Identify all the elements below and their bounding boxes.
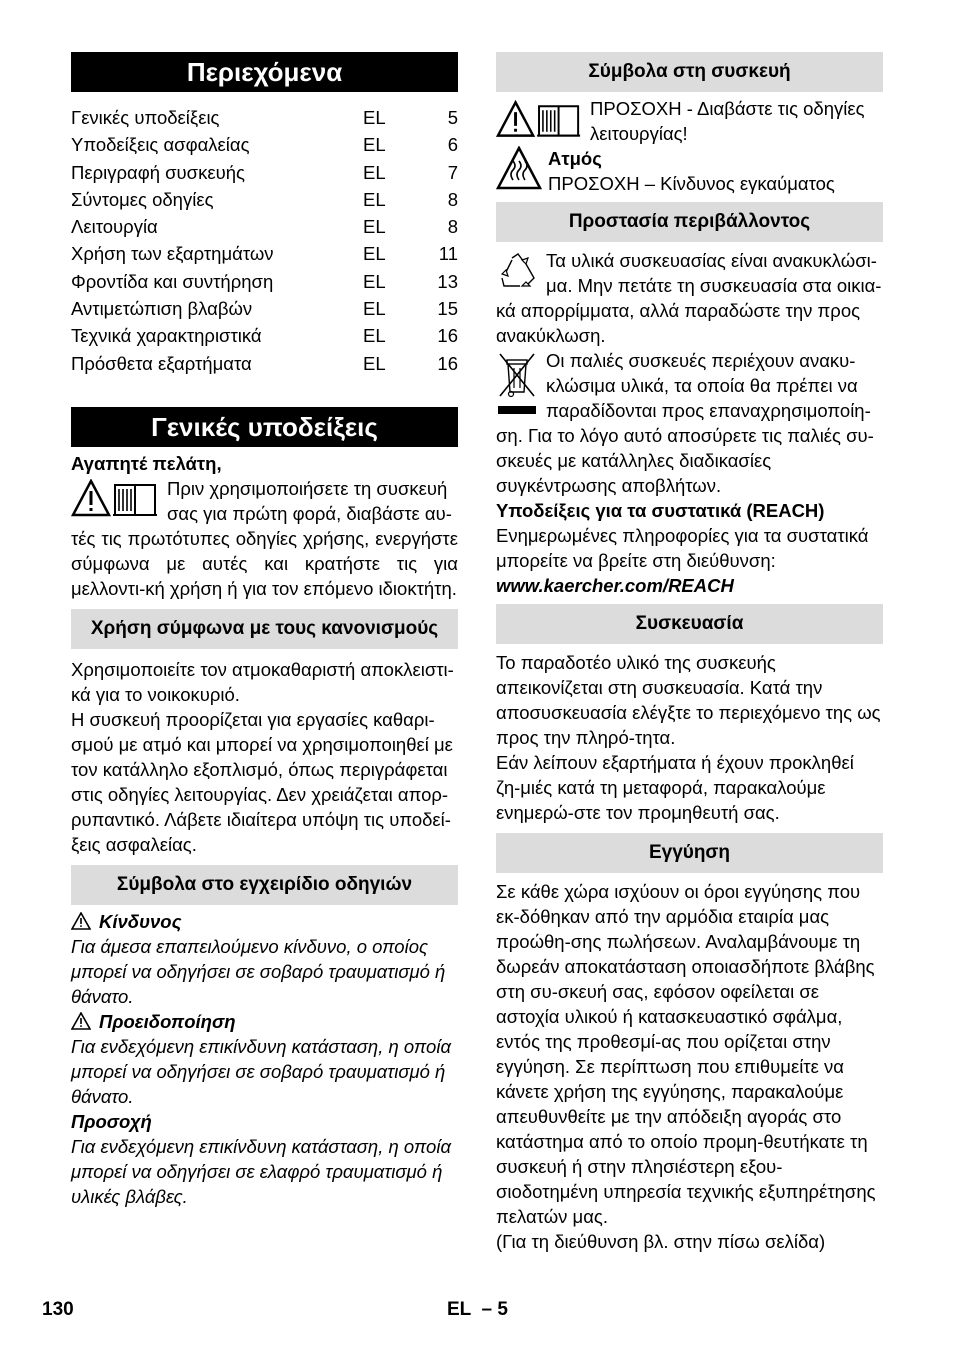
- warning-read-manual-icon: [71, 479, 161, 517]
- reach-link[interactable]: www.kaercher.com/REACH: [496, 575, 734, 596]
- recycling-note-rest: κά απορρίμματα, αλλά παραδώστε την προς ανακύκλωση.: [496, 300, 861, 346]
- old-devices-note: Οι παλιές συσκευές περιέχουν ανακυ- κλώσιμα υλικά, τα οποία θα πρέπει να παραδίδονται προς επαναχρησιμοποίη-: [496, 348, 883, 423]
- caution-text: Για ενδεχόμενη επικίνδυνη κατάσταση, η οποία μπορεί να οδηγήσει σε ελαφρό τραυματισμό ή υλικές βλάβες.: [71, 1135, 451, 1207]
- toc-row[interactable]: Τεχνικά χαρακτηριστικά EL 16: [71, 325, 458, 347]
- proper-use-heading: Χρήση σύμφωνα με τους κανονισμούς: [71, 609, 458, 649]
- warning-label: Προειδοποίηση: [71, 1009, 458, 1034]
- toc-row[interactable]: Γενικές υποδείξεις EL 5: [71, 107, 458, 128]
- packaging-text-1: Το παραδοτέο υλικό της συσκευής απεικονίζεται στη συσκευασία. Κατά την αποσυσκευασία ελέγξτε το περιεχόμενο της ως προς την πληρό-τητα.: [496, 652, 881, 748]
- warning-read-manual-icon: [496, 100, 584, 138]
- danger-label: Κίνδυνος: [71, 909, 458, 934]
- dear-customer: Αγαπητέ πελάτη,: [71, 452, 222, 474]
- toc-row[interactable]: Πρόσθετα εξαρτήματα EL 16: [71, 352, 458, 374]
- reach-text: Ενημερωμένες πληροφορίες για τα συστατικά μπορείτε να βρείτε στη διεύθυνση:: [496, 525, 869, 571]
- toc-row[interactable]: Φροντίδα και συντήρηση EL 13: [71, 270, 458, 292]
- left-column: [71, 52, 458, 1209]
- toc-row[interactable]: Αντιμετώπιση βλαβών EL 15: [71, 298, 458, 320]
- recycle-icon: [496, 252, 540, 292]
- steam-note: Ατμός ΠΡΟΣΟΧΗ – Κίνδυνος εγκαύματος: [496, 146, 883, 196]
- toc-row[interactable]: Σύντομες οδηγίες EL 8: [71, 188, 458, 210]
- toc-row[interactable]: Περιγραφή συσκευής EL 7: [71, 161, 458, 183]
- page-number: 130: [42, 1299, 74, 1320]
- proper-use-text-1: Χρησιμοποιείτε τον ατμοκαθαριστή αποκλειστι-κά για το νοικοκυριό.: [71, 658, 454, 705]
- caution-label: Προσοχή: [71, 1110, 152, 1132]
- warranty-text: Σε κάθε χώρα ισχύουν οι όροι εγγύησης που εκ-δόθηκαν από την αρμόδια εταιρία μας προώθη-σης πωλήσεων. Αναλαμβάνουμε τη δωρεάν αποκατάσταση οποιασδήποτε βλάβης στη συ-σκευή σας, εφόσον οφείλεται σε αστοχία υλικού ή κατασκευαστικό σφάλμα, εντός της προθεσμί-ας που ορίζεται στην εγγύηση. Σε περίπτωση που επιθυμείτε να κάνετε χρήση της εγγύησης, παρακαλούμε απευθυνθείτε με την απόδειξη αγοράς στο κατάστημα από το οποίο προμη-θευτήκατε τη συσκευή ή στην πλησιέστερη εξου-σιοδοτημένη υπηρεσία τεχνικής εξυπηρέτησης πελατών μας.: [496, 881, 876, 1227]
- table-of-contents: [71, 104, 458, 377]
- general-heading: Γενικές υποδείξεις: [71, 407, 458, 447]
- warning-text: Για ενδεχόμενη επικίνδυνη κατάσταση, η οποία μπορεί να οδηγήσει σε σοβαρό τραυματισμό ή θάνατο.: [71, 1035, 451, 1107]
- proper-use-text-2: Η συσκευή προορίζεται για εργασίες καθαρι-σμού με ατμό και μπορεί να χρησιμοποιηθεί με τον κατάλληλο εξοπλισμό, όπως περιγράφεται στις οδηγίες λειτουργίας. Δεν χρειάζεται απορ-ρυπαντικό. Λάβετε ιδιαίτερα υπόψη τις υποδεί-ξεις ασφαλείας.: [71, 708, 453, 855]
- toc-row[interactable]: Λειτουργία EL 8: [71, 216, 458, 238]
- warning-triangle-icon: [71, 912, 91, 930]
- manual-symbols-heading: Σύμβολα στο εγχειρίδιο οδηγιών: [71, 865, 458, 905]
- packaging-text-2: Εάν λείπουν εξαρτήματα ή έχουν προκληθεί ζη-μιές κατά τη μεταφορά, παρακαλούμε ενημερώ-στε τον προμηθευτή σας.: [496, 752, 854, 823]
- read-manual-note: ΠΡΟΣΟΧΗ - Διαβάστε τις οδηγίες λειτουργίας!: [496, 96, 883, 146]
- environment-heading: Προστασία περιβάλλοντος: [496, 202, 883, 242]
- recycling-note: Τα υλικά συσκευασίας είναι ανακυκλώσι- μα. Μην πετάτε τη συσκευασία στα οικια-: [496, 248, 883, 298]
- warning-triangle-icon: [71, 1012, 91, 1030]
- warranty-heading: Εγγύηση: [496, 833, 883, 873]
- danger-text: Για άμεσα επαπειλούμενο κίνδυνο, ο οποίος μπορεί να οδηγήσει σε σοβαρό τραυματισμό ή θάνατο.: [71, 935, 446, 1007]
- section-page-label: EL – 5: [447, 1299, 508, 1320]
- device-symbols-heading: Σύμβολα στη συσκευή: [496, 52, 883, 92]
- hot-steam-warning-icon: [496, 146, 542, 190]
- old-devices-note-rest: ση. Για το λόγο αυτό αποσύρετε τις παλιές συ-σκευές με κατάλληλες διαδικασίες συγκέντρωσης αποβλήτων.: [496, 425, 874, 496]
- general-intro-rest: τές τις πρωτότυπες οδηγίες χρήσης, ενεργήστε σύμφωνα με αυτές και κρατήστε τις για μελλοντι-κή χρήση ή για τον επόμενο ιδιοκτήτη.: [71, 527, 458, 599]
- contents-heading: Περιεχόμενα: [71, 52, 458, 92]
- right-column: [496, 52, 883, 1254]
- toc-row[interactable]: Υποδείξεις ασφαλείας EL 6: [71, 134, 458, 156]
- toc-row[interactable]: Χρήση των εξαρτημάτων EL 11: [71, 243, 458, 265]
- reach-title: Υποδείξεις για τα συστατικά (REACH): [496, 500, 825, 521]
- general-intro: Πριν χρησιμοποιήσετε τη συσκευή σας για πρώτη φορά, διαβάστε αυ-: [71, 476, 458, 526]
- warranty-note: (Για τη διεύθυνση βλ. στην πίσω σελίδα): [496, 1231, 826, 1252]
- packaging-heading: Συσκευασία: [496, 604, 883, 644]
- crossed-bin-icon: [496, 352, 540, 420]
